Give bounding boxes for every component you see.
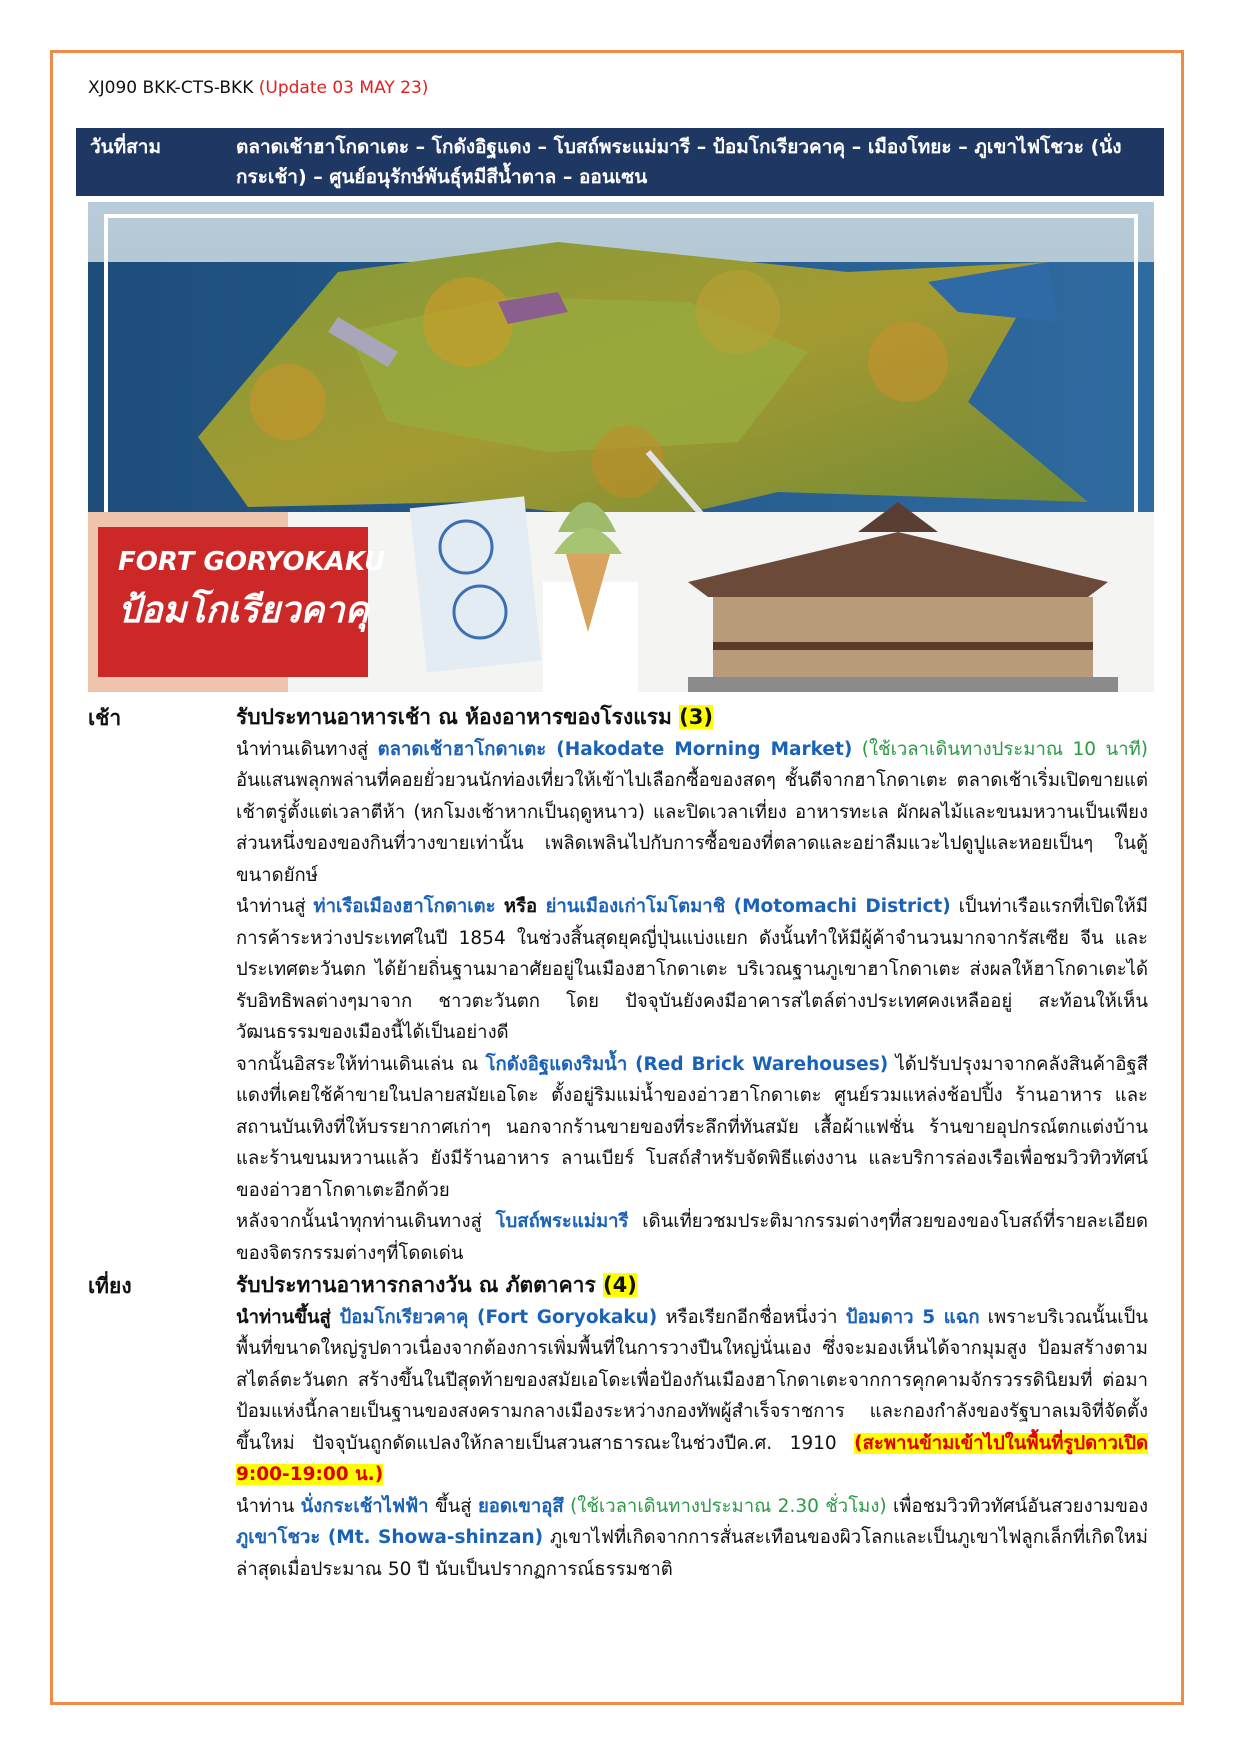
- text-span: นำท่านเดินทางสู่: [236, 738, 378, 760]
- hero-illustration: [88, 202, 1154, 692]
- morning-meal-number: (3): [679, 705, 713, 729]
- banner-thai-text: ป้อมโกเรียวคาคุ: [118, 590, 369, 631]
- place-hakodate-port: ท่าเรือเมืองฮาโกดาเตะ: [313, 896, 496, 917]
- day-label: วันที่สาม: [90, 136, 161, 158]
- fort-goryokaku-hero-image: [88, 202, 1154, 692]
- update-date: (Update 03 MAY 23): [258, 78, 429, 98]
- text-span: เพื่อชมวิวทิวทัศน์อันสวยงามของ: [886, 1495, 1148, 1517]
- morning-paragraph-market: [236, 734, 1148, 892]
- noon-paragraph-ropeway: [236, 1491, 1148, 1586]
- text-span: นำท่าน: [236, 1495, 301, 1517]
- place-showa-shinzan: ภูเขาโชวะ (Mt. Showa-shinzan): [236, 1527, 544, 1548]
- travel-time-market: (ใช้เวลาเดินทางประมาณ 10 นาที): [852, 738, 1148, 760]
- place-mt-usu: ยอดเขาอุสึ: [477, 1495, 564, 1517]
- noon-meal-number: (4): [603, 1273, 637, 1297]
- text-or: หรือ: [495, 896, 546, 917]
- noon-paragraph-fort: [236, 1302, 1148, 1491]
- tour-code: XJ090 BKK-CTS-BKK: [88, 78, 254, 98]
- text-span: จากนั้นอิสระให้ท่านเดินเล่น ณ: [236, 1053, 486, 1075]
- banner-english-text: FORT GORYOKAKU: [118, 547, 386, 577]
- place-fort-goryokaku: ป้อมโกเรียวคาคุ (Fort Goryokaku): [339, 1306, 658, 1328]
- fort-alias: ป้อมดาว 5 แฉก: [845, 1306, 980, 1328]
- text-span: หรือเรียกอีกชื่อหนึ่งว่า: [657, 1306, 846, 1328]
- morning-label: เช้า: [88, 706, 122, 730]
- text-span: นำท่านสู่: [236, 896, 314, 917]
- text-span: ภูเขาไฟที่เกิดจากการสั่นสะเทือนของผิวโลกและเป็นภูเขาไฟลูกเล็กที่เกิดใหม่ล่าสุดเมื่อประมาณ 50 ปี นับเป็นปรากฏการณ์ธรรมชาติ: [236, 1527, 1148, 1580]
- noon-body: [236, 1270, 1148, 1585]
- noon-meal-text: รับประทานอาหารกลางวัน ณ ภัตตาคาร: [236, 1273, 596, 1297]
- morning-paragraph-church: [236, 1206, 1148, 1269]
- morning-paragraph-warehouse: [236, 1049, 1148, 1207]
- text-span: หลังจากนั้นนำทุกท่านเดินทางสู่: [236, 1211, 496, 1232]
- ropeway: นั่งกระเช้าไฟฟ้า: [300, 1495, 429, 1517]
- day-itinerary-title: ตลาดเช้าฮาโกดาเตะ – โกดังอิฐแดง – โบสถ์พระแม่มารี – ป้อมโกเรียวคาคุ – เมืองโทยะ – ภูเขาไฟโชวะ (นั่งกระเช้า) – ศูนย์อนุรักษ์พันธุ์หมีสีน้ำตาล – ออนเซน: [236, 136, 1122, 188]
- place-church: โบสถ์พระแม่มารี: [495, 1211, 629, 1232]
- text-span: ได้ปรับปรุงมาจากคลังสินค้าอิฐสีแดงที่เคยใช้ค้าขายในปลายสมัยเอโดะ ตั้งอยู่ริมแม่น้ำของอ่าวฮาโกดาเตะ ศูนย์รวมแหล่งช้อปปิ้ง ร้านอาหาร และสถานบันเทิงที่ให้บรรยากาศเก่าๆ นอกจากร้านขายของที่ระลึกที่ทันสมัย เสื้อผ้าแฟชั่น ร้านขายอุปกรณ์ตกแต่งบ้าน และร้านขนมหวานแล้ว ยังมีร้านอาหาร ลานเบียร์ โบสถ์สำหรับจัดพิธีแต่งงาน และบริการล่องเรือเพื่อชมวิวทิวทัศน์ของอ่าวฮาโกดาเตะอีกด้วย: [236, 1053, 1149, 1201]
- day-title-bar: [76, 128, 1164, 196]
- morning-paragraph-port: [236, 891, 1148, 1049]
- text-span: ขึ้นสู่: [428, 1495, 478, 1517]
- travel-time-ropeway: (ใช้เวลาเดินทางประมาณ 2.30 ชั่วโมง): [563, 1495, 887, 1517]
- morning-headline: [236, 702, 1148, 734]
- place-hakodate-market: ตลาดเช้าฮาโกดาเตะ (Hakodate Morning Market): [377, 738, 853, 760]
- text-span: เพราะบริเวณนั้นเป็นพื้นที่ขนาดใหญ่รูปดาวเนื่องจากต้องการเพิ่มพื้นที่ในการวางปืนใหญ่นั่นเอง ซึ่งจะมองเห็นได้จากมุมสูง ป้อมสร้างตามสไตล์ตะวันตก สร้างขึ้นในปีสุดท้ายของสมัยเอโดะเพื่อป้องกันเมืองฮาโกดาเตะจากการคุกคามจักรวรรดินิยมที่ ต่อมาป้อมแห่งนี้กลายเป็นฐานของสงครามกลางเมืองระหว่างกองทัพผู้สำเร็จราชการ และกองกำลังของรัฐบาลเมจิที่จัดตั้งขึ้นใหม่ ปัจจุบันถูกดัดแปลงให้กลายเป็นสวนสาธารณะในช่วงปีค.ศ. 1910: [236, 1306, 1148, 1454]
- text-span: นำท่านขึ้นสู่: [236, 1306, 340, 1328]
- tour-code-line: [88, 78, 428, 98]
- place-motomachi: ย่านเมืองเก่าโมโตมาชิ (Motomachi District): [545, 896, 951, 917]
- text-span: เป็นท่าเรือแรกที่เปิดให้มีการค้าระหว่างประเทศในปี 1854 ในช่วงสิ้นสุดยุคญี่ปุ่นแบ่งแยก ดังนั้นทำให้มีผู้ค้าจำนวนมากจากรัสเซีย จีน และประเทศตะวันตก ได้ย้ายถิ่นฐานมาอาศัยอยู่ในเมืองฮาโกดาเตะ บริเวณฐานภูเขาฮาโกดาเตะ ส่งผลให้ฮาโกดาเตะได้รับอิทธิพลต่างๆมาจาก ชาวตะวันตก โดย ปัจจุบันยังคงมีอาคารสไตล์ต่างประเทศคงเหลืออยู่ สะท้อนให้เห็นวัฒนธรรมของเมืองนี้ได้เป็นอย่างดี: [236, 896, 1148, 1043]
- noon-label: เที่ยง: [88, 1274, 132, 1298]
- place-red-brick: โกดังอิฐแดงริมน้ำ (Red Brick Warehouses): [485, 1053, 889, 1075]
- morning-meal-text: รับประทานอาหารเช้า ณ ห้องอาหารของโรงแรม: [236, 705, 672, 729]
- text-span: อันแสนพลุกพล่านที่คอยยั่วยวนนักท่องเที่ยวให้เข้าไปเลือกซื้อของสดๆ ชั้นดีจากฮาโกดาเตะ ตลาดเช้าเริ่มเปิดขายแต่เช้าตรู่ตั้งแต่เวลาตีห้า (หกโมงเช้าหากเป็นฤดูหนาว) และปิดเวลาเที่ยง อาหารทะเล ผักผลไม้และขนมหวานเป็นเพียงส่วนหนึ่งของของกินที่วางขายเท่านั้น เพลิดเพลินไปกับการซื้อของที่ตลาดและอย่าลืมแวะไปดูปูและหอยเป็นๆ ในตู้ขนาดยักษ์: [236, 770, 1148, 886]
- text-span: เดินเที่ยวชมประติมากรรมต่างๆที่สวยของของโบสถ์ที่รายละเอียดของจิตรกรรมต่างๆที่โดดเด่น: [236, 1211, 1148, 1264]
- bridge-opening-hours: (สะพานข้ามเข้าไปในพื้นที่รูปดาวเปิด 9:00-19:00 น.): [236, 1432, 1148, 1485]
- noon-headline: [236, 1270, 1148, 1302]
- morning-body: [236, 702, 1148, 1269]
